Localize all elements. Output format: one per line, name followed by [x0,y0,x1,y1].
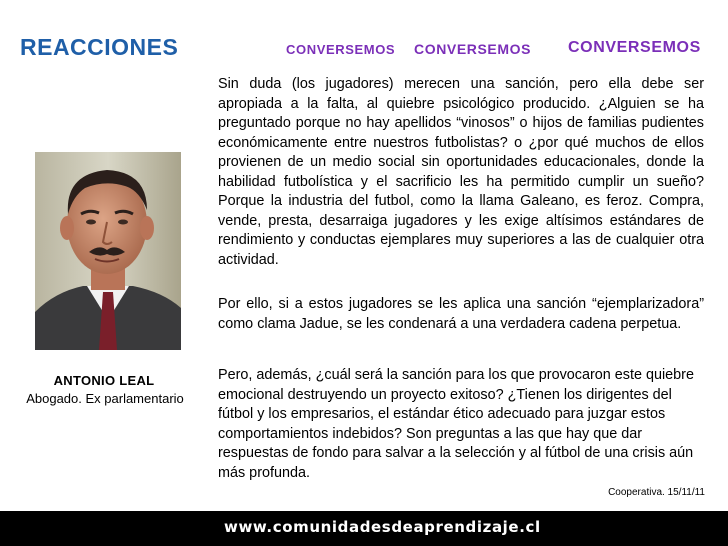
article-paragraph: Pero, además, ¿cuál será la sanción para los que provocaron este quiebre emocional destruyendo un proyecto exitoso? ¿Tienen los dirigentes del fútbol y los empresarios, el estándar ético adecuado para juzgar estos comportamientos indebidos? Son preguntas a las que hay que dar respuestas de fondo para salvar a la selección y al fútbol de una crisis aún más profunda. [218,367,694,481]
author-role: Abogado. Ex parlamentario [26,391,184,406]
article-paragraph: Por ello, si a estos jugadores se les aplica una sanción “ejemplarizadora” como clama Jadue, se les condenará a una verdadera cadena perpetua. [218,296,704,332]
author-portrait-photo [35,152,181,350]
portrait-photo-icon [35,152,181,350]
conversemos-tag-large: CONVERSEMOS [568,39,701,56]
conversemos-tag-medium: CONVERSEMOS [414,41,532,57]
footer-bar [0,511,728,546]
author-name: ANTONIO LEAL [53,373,155,388]
source-citation: Cooperativa. 15/11/11 [608,487,705,498]
footer-url-link[interactable]: www.comunidadesdeaprendizaje.cl [224,518,541,536]
article-paragraph: Sin duda (los jugadores) merecen una sanción, pero ella debe ser apropiada a la falta, al quiebre psicológico producido. ¿Alguien se ha preguntado porque no hay apellidos “vinosos” o hijos de familias pudientes económicamente entre nuestros futbolistas? o ¿por qué muchos de ellos provienen de un medio social sin oportunidades educacionales, donde la habilidad futbolística y el sacrificio les ha permitido cumplir un sueño? Porque la industria del futbol, como la llama Galeano, es feroz. Compra, vende, presta, desarraiga jugadores y les exige altísimos estándares de rendimiento y conductas ejemplares muy superiores a las de cualquier otra actividad. [218,76,704,268]
page-title: REACCIONES [20,34,179,60]
conversemos-tag-small: CONVERSEMOS [286,42,396,57]
